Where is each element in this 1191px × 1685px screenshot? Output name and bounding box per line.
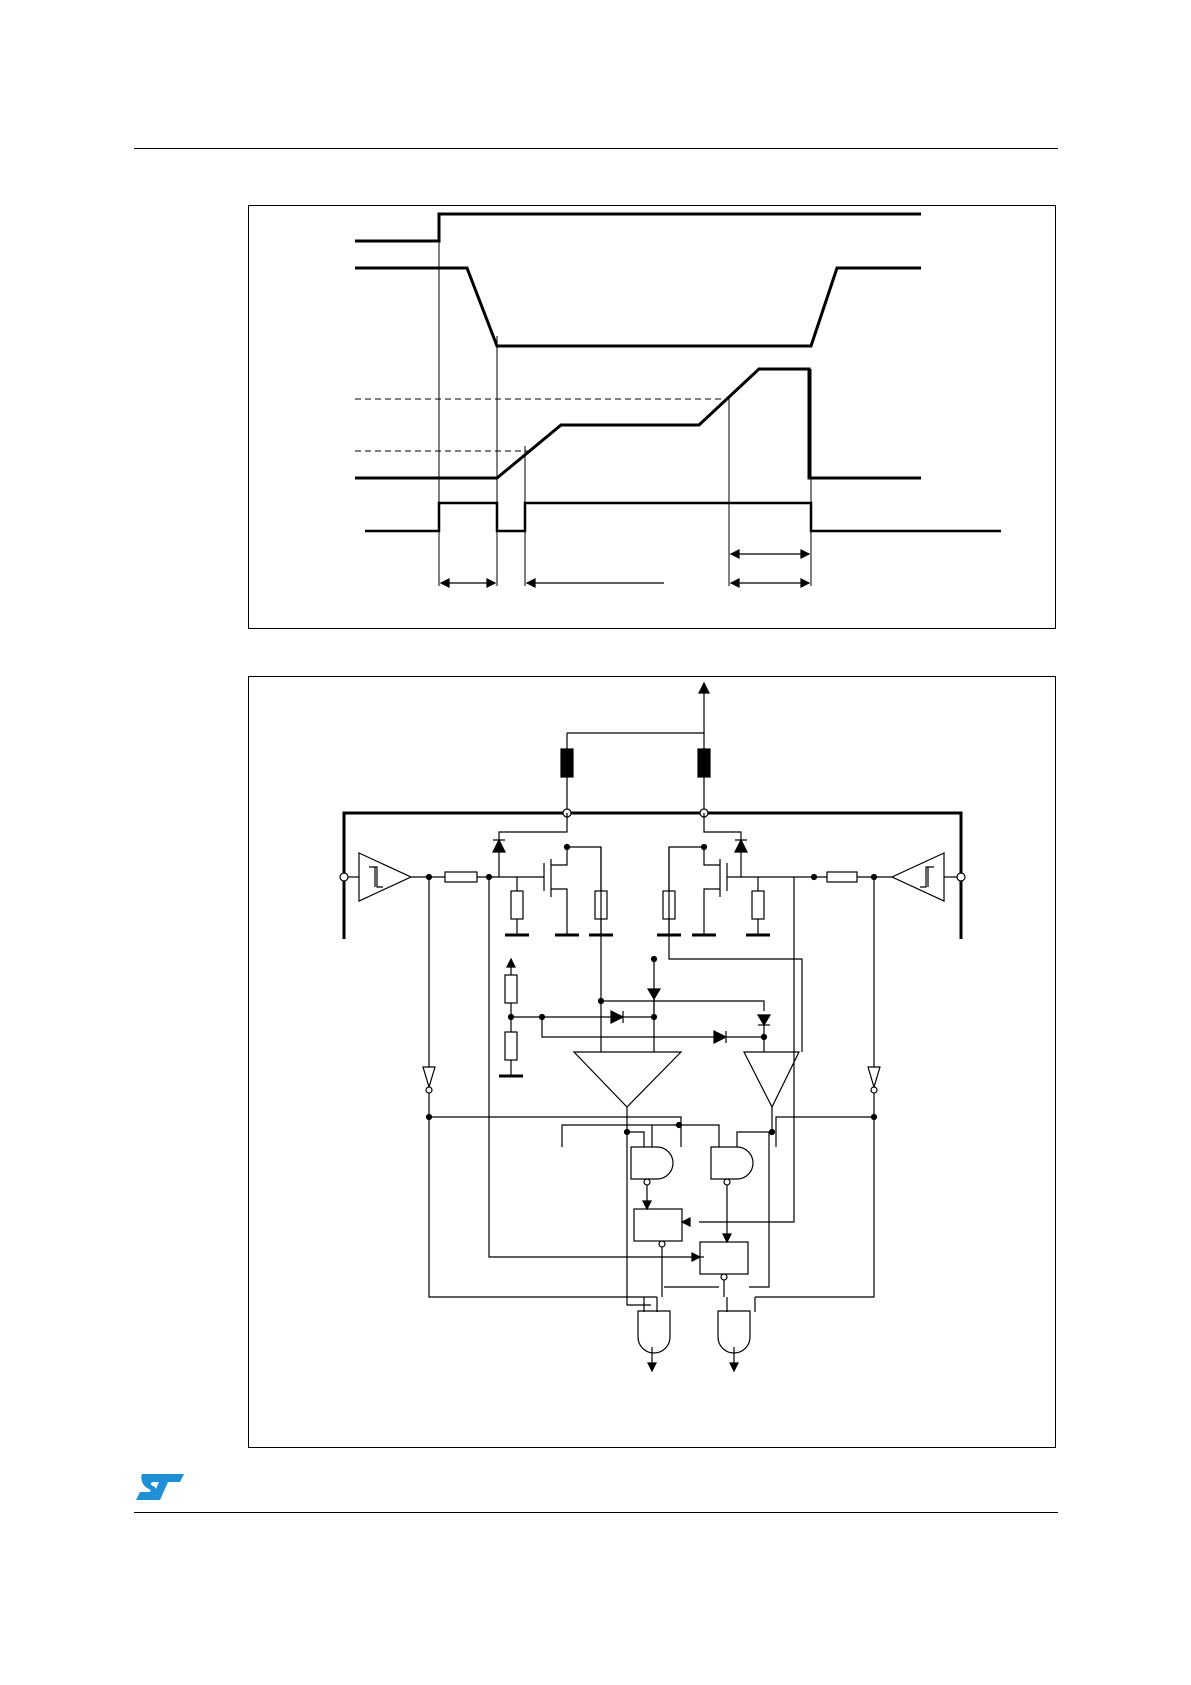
output-and-gate-left: [638, 1311, 670, 1353]
waveform-falling-ramp: [355, 268, 921, 346]
comparator-left: [574, 1052, 681, 1107]
header-rule: [134, 148, 1058, 149]
timing-diagram-frame: [248, 205, 1056, 629]
output-and-gate-right: [718, 1311, 750, 1353]
comparator-right: [744, 1052, 799, 1107]
st-logo: [134, 1470, 186, 1504]
latch-left: [634, 1209, 682, 1241]
inductor-left: [561, 749, 573, 777]
footer-rule: [134, 1512, 1058, 1513]
waveform-output-pulses: [365, 503, 1001, 531]
waveform-rising-ramp: [355, 369, 921, 478]
schmitt-buffer-right: [892, 853, 965, 901]
circuit-schematic: [249, 677, 1055, 1447]
schematic-frame: [248, 676, 1056, 1448]
inductor-right: [698, 749, 710, 777]
and-gate-left: [631, 1147, 673, 1179]
waveform-input-step: [355, 214, 921, 241]
and-gate-right: [711, 1147, 753, 1179]
timing-diagram: [249, 206, 1055, 628]
schmitt-buffer-left: [340, 853, 411, 901]
interval-arrows: [441, 550, 809, 587]
latch-right: [700, 1242, 748, 1274]
